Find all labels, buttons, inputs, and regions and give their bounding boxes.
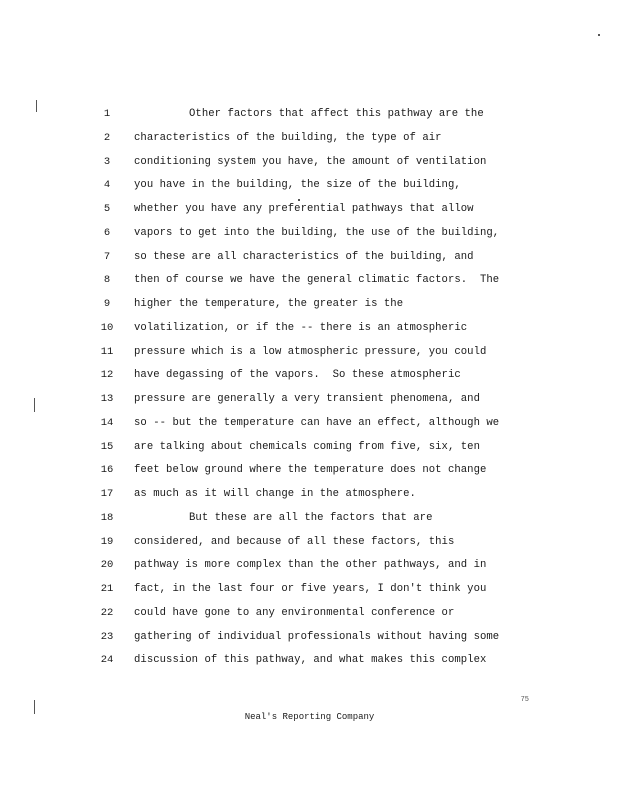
line-number: 19 xyxy=(100,535,114,548)
line-text: pathway is more complex than the other pathways, and in xyxy=(134,559,487,572)
line-number: 2 xyxy=(103,131,111,144)
line-text: as much as it will change in the atmosphere. xyxy=(134,488,416,500)
line-text: so -- but the temperature can have an effect, although we xyxy=(134,416,500,429)
line-number: 15 xyxy=(100,440,114,453)
footer-reporting-company: Neal's Reporting Company xyxy=(244,712,375,722)
transcript-line xyxy=(0,650,619,670)
transcript-line xyxy=(0,152,619,172)
line-text: characteristics of the building, the type of air xyxy=(134,131,442,144)
line-number: 24 xyxy=(100,654,114,667)
line-number: 3 xyxy=(103,155,111,168)
transcript-line xyxy=(0,104,619,124)
transcript-line xyxy=(0,199,619,219)
line-number: 17 xyxy=(100,488,114,500)
transcript-line xyxy=(0,508,619,528)
scan-speck xyxy=(34,398,35,412)
line-text: vapors to get into the building, the use of the building, xyxy=(134,226,500,239)
line-number: 12 xyxy=(100,369,114,382)
transcript-line xyxy=(0,555,619,575)
transcript-line xyxy=(0,175,619,195)
scan-speck xyxy=(34,700,35,714)
line-number: 23 xyxy=(100,630,114,643)
line-text: Other factors that affect this pathway are the xyxy=(189,108,484,120)
line-number: 11 xyxy=(100,345,114,358)
line-text: then of course we have the general climatic factors. The xyxy=(134,274,500,287)
line-text: have degassing of the vapors. So these atmospheric xyxy=(134,369,461,382)
transcript-line xyxy=(0,294,619,314)
transcript-line xyxy=(0,365,619,385)
line-number: 5 xyxy=(103,203,111,215)
line-number: 8 xyxy=(103,274,111,287)
transcript-line xyxy=(0,532,619,552)
line-text: whether you have any preferential pathways that allow xyxy=(134,203,474,215)
scan-speck xyxy=(598,34,600,36)
line-text: pressure which is a low atmospheric pressure, you could xyxy=(134,345,487,358)
line-text: higher the temperature, the greater is the xyxy=(134,298,404,310)
line-number: 6 xyxy=(103,226,111,239)
transcript-line xyxy=(0,460,619,480)
line-number: 1 xyxy=(103,108,111,120)
line-number: 4 xyxy=(103,179,111,192)
line-number: 13 xyxy=(100,393,114,405)
scan-speck xyxy=(298,199,300,201)
line-text: you have in the building, the size of the building, xyxy=(134,179,461,192)
line-number: 14 xyxy=(100,416,114,429)
transcript-line xyxy=(0,270,619,290)
line-text: volatilization, or if the -- there is an atmospheric xyxy=(134,321,468,334)
line-text: feet below ground where the temperature does not change xyxy=(134,464,487,477)
line-text: But these are all the factors that are xyxy=(189,511,433,524)
line-text: pressure are generally a very transient phenomena, and xyxy=(134,393,480,405)
line-number: 21 xyxy=(100,583,114,595)
line-number: 20 xyxy=(100,559,114,572)
line-text: could have gone to any environmental conference or xyxy=(134,606,455,619)
transcript-line xyxy=(0,579,619,599)
line-number: 9 xyxy=(103,298,111,310)
transcript-line xyxy=(0,128,619,148)
transcript-line xyxy=(0,627,619,647)
transcript-line xyxy=(0,223,619,243)
transcript-line xyxy=(0,342,619,362)
transcript-line xyxy=(0,603,619,623)
line-text: are talking about chemicals coming from five, six, ten xyxy=(134,440,480,453)
line-number: 18 xyxy=(100,511,114,524)
page-number: 75 xyxy=(520,696,529,704)
transcript-line xyxy=(0,389,619,409)
line-text: gathering of individual professionals without having some xyxy=(134,630,500,643)
transcript-line xyxy=(0,247,619,267)
line-number: 16 xyxy=(100,464,114,477)
line-text: considered, and because of all these factors, this xyxy=(134,535,455,548)
transcript-line xyxy=(0,437,619,457)
line-text: discussion of this pathway, and what makes this complex xyxy=(134,654,487,667)
line-number: 22 xyxy=(100,606,114,619)
line-number: 10 xyxy=(100,321,114,334)
line-text: conditioning system you have, the amount of ventilation xyxy=(134,155,487,168)
line-text: so these are all characteristics of the building, and xyxy=(134,250,474,263)
transcript-line xyxy=(0,484,619,504)
transcript-line xyxy=(0,318,619,338)
transcript-line xyxy=(0,413,619,433)
scan-speck xyxy=(36,100,37,112)
line-text: fact, in the last four or five years, I don't think you xyxy=(134,583,487,595)
line-number: 7 xyxy=(103,250,111,263)
